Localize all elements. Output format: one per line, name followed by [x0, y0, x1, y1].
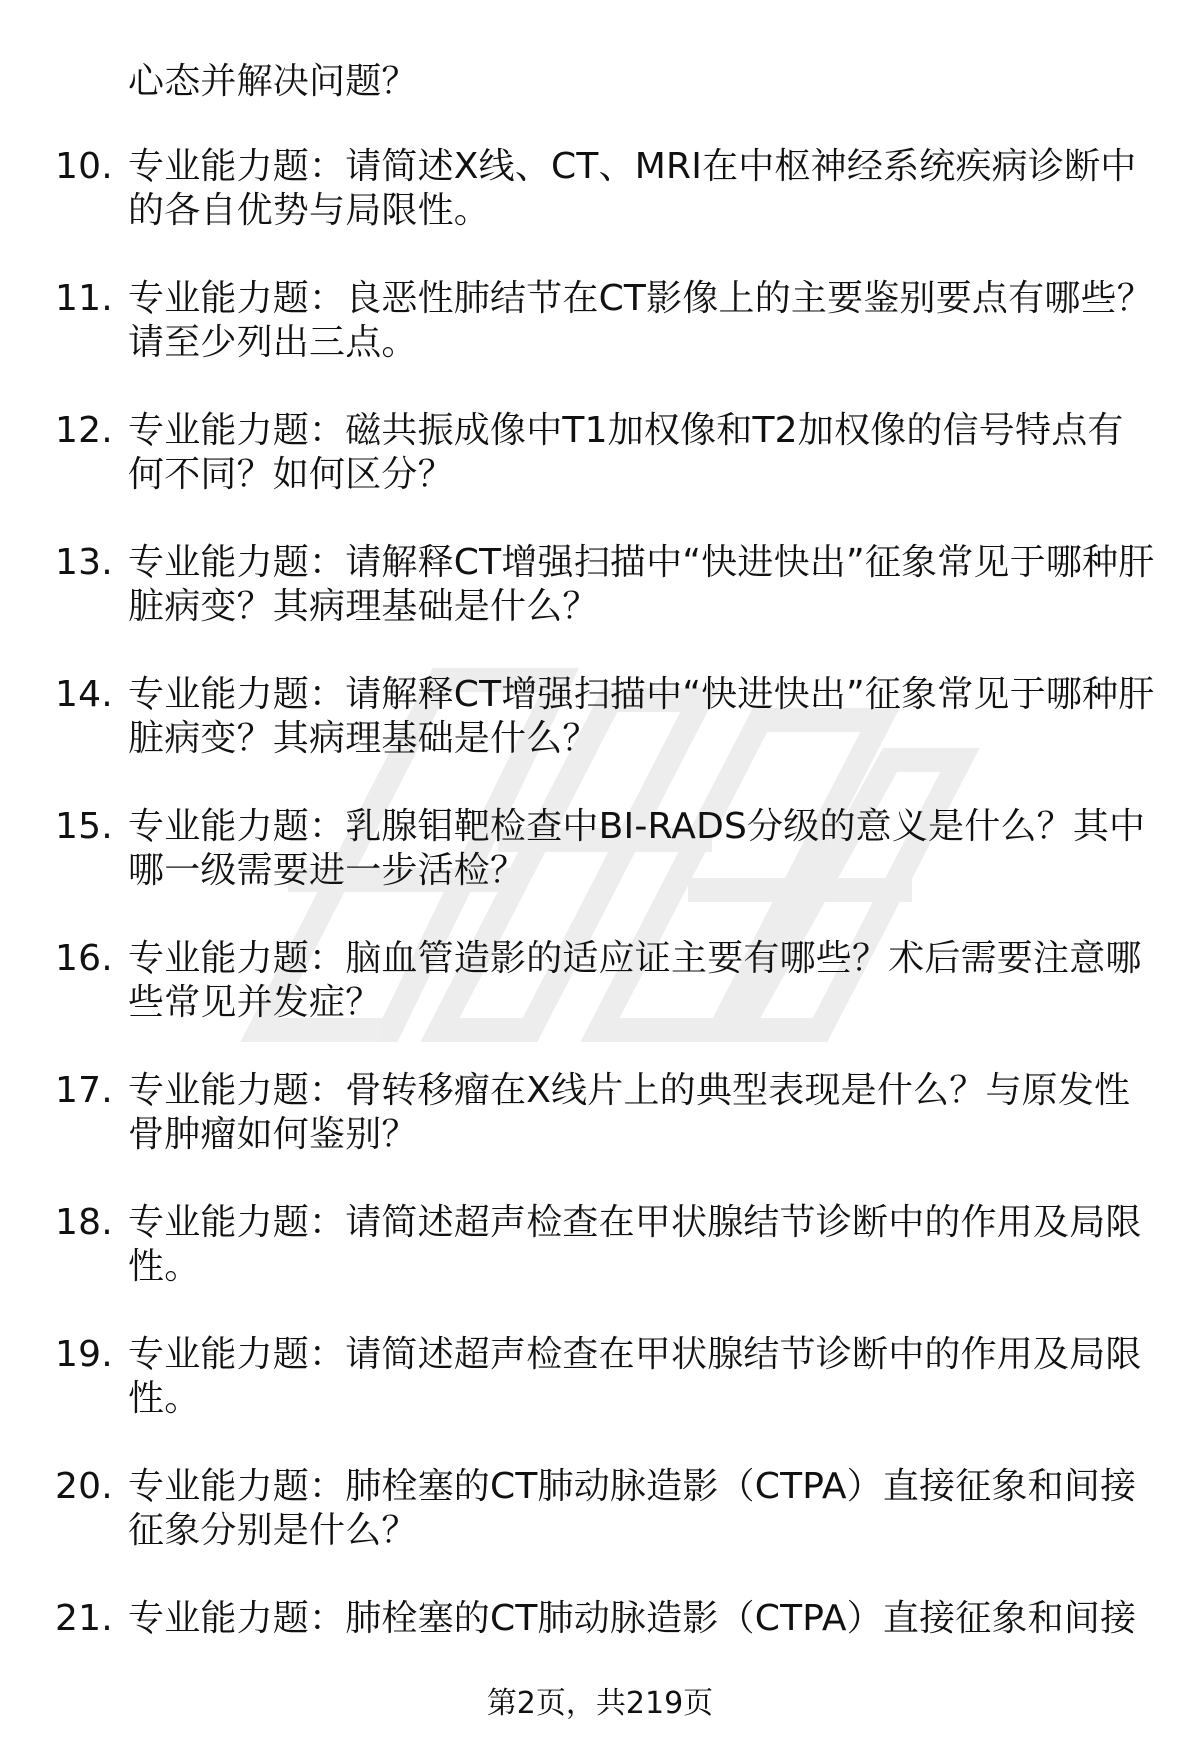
question-text: 专业能力题：请简述超声检查在甲状腺结节诊断中的作用及局限性。 — [128, 1202, 1142, 1287]
question-item — [0, 409, 1200, 497]
question-number: 18. — [55, 1202, 113, 1243]
question-number: 13. — [55, 542, 113, 583]
question-number: 20. — [55, 1466, 113, 1507]
question-text: 专业能力题：磁共振成像中T1加权像和T2加权像的信号特点有何不同？如何区分？ — [128, 410, 1124, 495]
question-number: 10. — [55, 146, 113, 187]
question-item — [0, 805, 1200, 893]
question-text: 专业能力题：请解释CT增强扫描中“快进快出”征象常见于哪种肝脏病变？其病理基础是什么？ — [128, 674, 1155, 759]
question-number: 15. — [55, 806, 113, 847]
page-footer: 第2页，共219页 — [486, 1686, 714, 1721]
question-text: 专业能力题：请简述X线、CT、MRI在中枢神经系统疾病诊断中的各自优势与局限性。 — [128, 146, 1137, 231]
question-item — [0, 277, 1200, 365]
question-item — [0, 1069, 1200, 1157]
question-item — [0, 145, 1200, 233]
question-text: 专业能力题：肺栓塞的CT肺动脉造影（CTPA）直接征象和间接 — [128, 1598, 1137, 1639]
question-item — [0, 937, 1200, 1025]
question-text: 专业能力题：良恶性肺结节在CT影像上的主要鉴别要点有哪些？请至少列出三点。 — [128, 278, 1153, 363]
question-list — [0, 145, 1200, 1729]
question-number: 16. — [55, 938, 113, 979]
question-number: 17. — [55, 1070, 113, 1111]
question-item — [0, 1333, 1200, 1421]
question-item — [0, 1465, 1200, 1553]
continued-question-text: 心态并解决问题？ — [128, 61, 418, 102]
question-number: 12. — [55, 410, 113, 451]
question-text: 专业能力题：乳腺钼靶检查中BI-RADS分级的意义是什么？其中哪一级需要进一步活检？ — [128, 806, 1146, 891]
question-text: 专业能力题：肺栓塞的CT肺动脉造影（CTPA）直接征象和间接征象分别是什么？ — [128, 1466, 1137, 1551]
question-text: 专业能力题：请解释CT增强扫描中“快进快出”征象常见于哪种肝脏病变？其病理基础是什么？ — [128, 542, 1155, 627]
question-number: 14. — [55, 674, 113, 715]
question-number: 21. — [55, 1598, 113, 1639]
question-item — [0, 541, 1200, 629]
question-item — [0, 673, 1200, 761]
question-text: 专业能力题：脑血管造影的适应证主要有哪些？术后需要注意哪些常见并发症？ — [128, 938, 1142, 1023]
question-item-partial — [0, 1597, 1200, 1685]
question-text: 专业能力题：骨转移瘤在X线片上的典型表现是什么？与原发性骨肿瘤如何鉴别？ — [128, 1070, 1131, 1155]
question-text: 专业能力题：请简述超声检查在甲状腺结节诊断中的作用及局限性。 — [128, 1334, 1142, 1419]
question-number: 11. — [55, 278, 113, 319]
question-number: 19. — [55, 1334, 113, 1375]
question-item — [0, 1201, 1200, 1289]
